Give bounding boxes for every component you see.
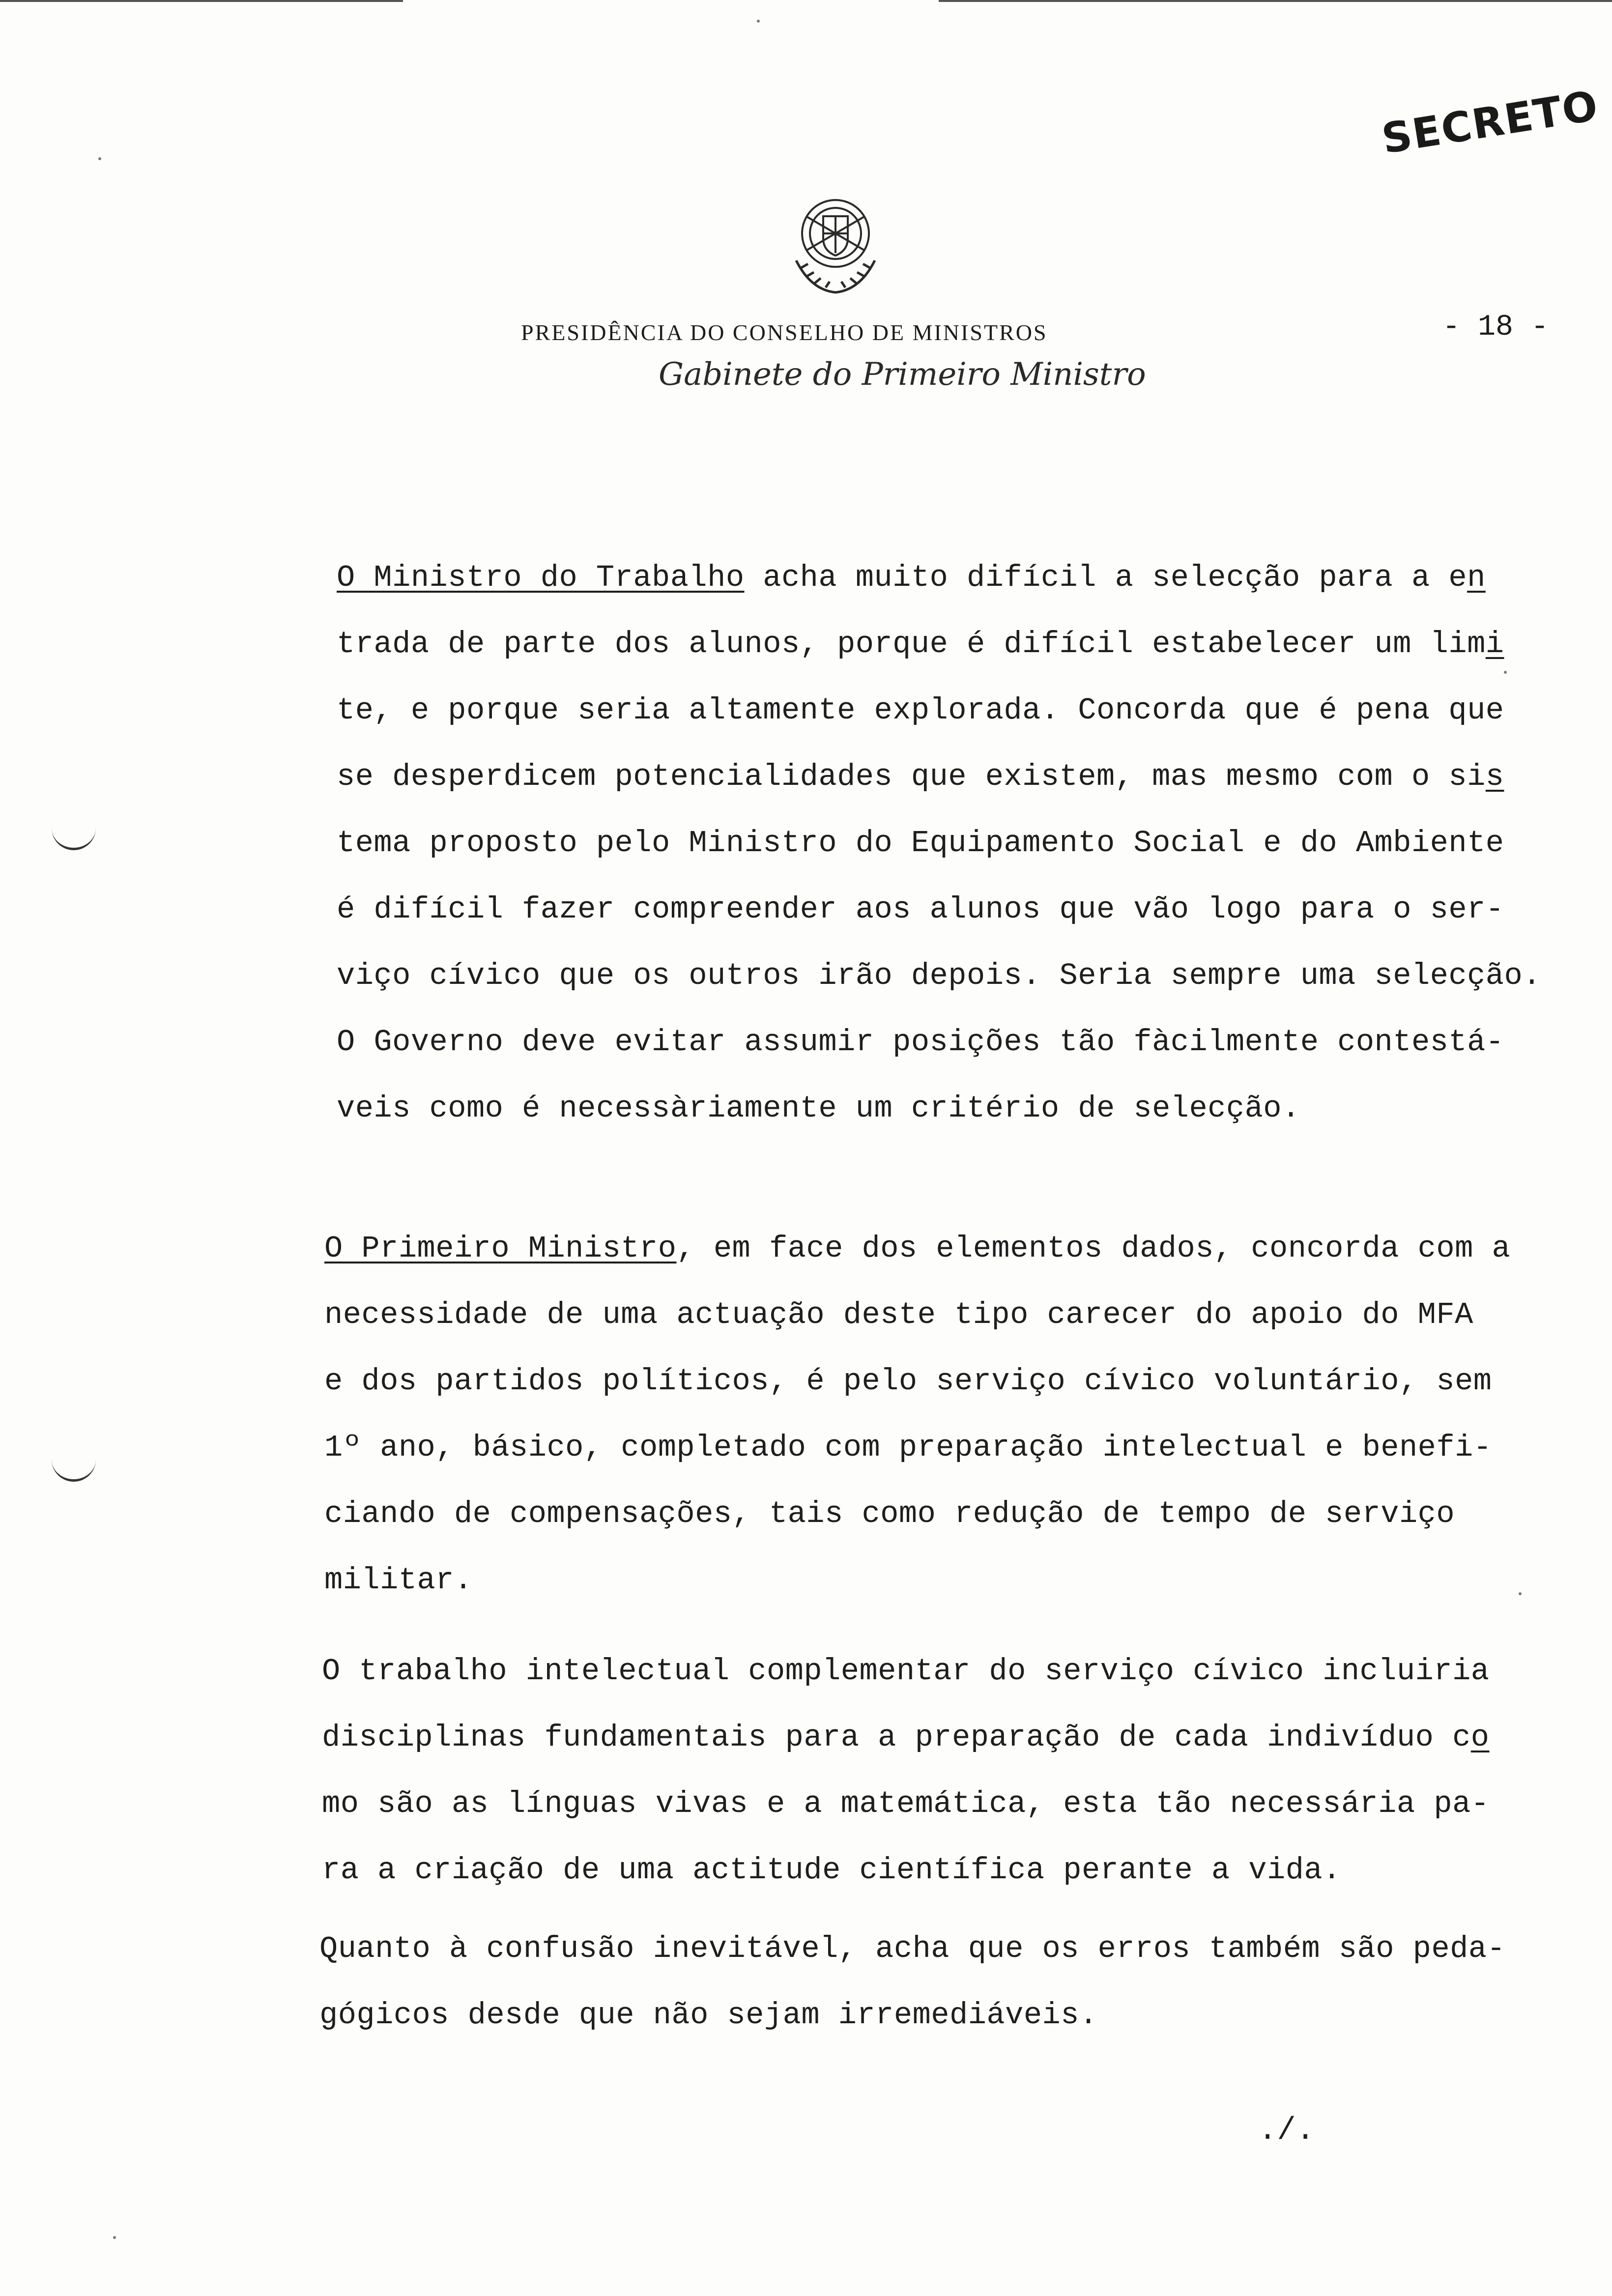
margin-mark bbox=[52, 828, 96, 850]
text-segment: 1º ano, básico, completado com preparação intelectual e benefi- bbox=[324, 1430, 1492, 1465]
text-segment: acha muito difícil a selecção para a e bbox=[744, 560, 1468, 595]
page-number: - 18 - bbox=[1442, 311, 1549, 344]
text-line bbox=[324, 1430, 1492, 1465]
text-line bbox=[322, 1656, 1489, 1687]
text-segment: tema proposto pelo Ministro do Equipamento Social e do Ambiente bbox=[337, 826, 1504, 861]
text-segment: necessidade de uma actuação deste tipo carecer do apoio do MFA bbox=[324, 1297, 1473, 1332]
continuation-mark: ./. bbox=[1258, 2113, 1315, 2149]
text-segment: viço cívico que os outros irão depois. Seria sempre uma selecção. bbox=[337, 958, 1541, 993]
margin-mark bbox=[52, 1460, 96, 1482]
text-line bbox=[337, 894, 1504, 925]
text-segment: gógicos desde que não sejam irremediáveis. bbox=[319, 1998, 1098, 2033]
secret-stamp: SECRETO bbox=[1379, 81, 1602, 163]
text-line bbox=[337, 1027, 1504, 1058]
underlined-text: n bbox=[1467, 560, 1486, 595]
text-line bbox=[324, 1231, 1511, 1266]
text-segment: Quanto à confusão inevitável, acha que os erros também são peda- bbox=[319, 1931, 1506, 1966]
underlined-text: o bbox=[1470, 1720, 1490, 1755]
text-line bbox=[324, 1297, 1473, 1332]
scan-speck bbox=[98, 157, 101, 160]
text-segment: ciando de compensações, tais como redução de tempo de serviço bbox=[324, 1496, 1455, 1531]
coat-of-arms-seal-icon bbox=[777, 187, 894, 305]
text-segment: veis como é necessàriamente um critério de selecção. bbox=[337, 1091, 1300, 1126]
scan-speck bbox=[1519, 1592, 1522, 1595]
scan-speck bbox=[757, 20, 760, 23]
text-line bbox=[337, 695, 1504, 726]
text-segment: O Governo deve evitar assumir posições tão fàcilmente contestá- bbox=[337, 1025, 1504, 1060]
text-line bbox=[319, 2000, 1098, 2031]
header-subtitle: Gabinete do Primeiro Ministro bbox=[659, 356, 1146, 393]
text-line bbox=[324, 1366, 1492, 1397]
underlined-text: O Ministro do Trabalho bbox=[337, 560, 745, 595]
underlined-text: i bbox=[1485, 627, 1504, 661]
scan-edge-line bbox=[0, 0, 403, 2]
text-line bbox=[322, 1786, 1490, 1821]
text-line bbox=[337, 958, 1541, 993]
text-segment: te, e porque seria altamente explorada. Concorda que é pena que bbox=[337, 693, 1504, 728]
text-segment: , em face dos elementos dados, concorda com a bbox=[676, 1231, 1511, 1266]
text-line bbox=[322, 1722, 1490, 1753]
scan-speck bbox=[113, 2236, 116, 2239]
text-line bbox=[322, 1855, 1341, 1886]
underlined-text: s bbox=[1485, 759, 1504, 794]
text-line bbox=[324, 1565, 473, 1596]
text-line bbox=[337, 759, 1504, 794]
scan-edge-line bbox=[939, 0, 1612, 2]
header-title: PRESIDÊNCIA DO CONSELHO DE MINISTROS bbox=[521, 320, 1048, 345]
text-line bbox=[337, 560, 1486, 595]
text-line bbox=[337, 629, 1504, 660]
text-segment: mo são as línguas vivas e a matemática, esta tão necessária pa- bbox=[322, 1786, 1490, 1821]
text-segment: militar. bbox=[324, 1563, 473, 1598]
text-line bbox=[337, 1093, 1300, 1124]
text-segment: trada de parte dos alunos, porque é difícil estabelecer um lim bbox=[337, 627, 1486, 661]
text-segment: O trabalho intelectual complementar do serviço cívico incluiria bbox=[322, 1654, 1490, 1689]
text-segment: disciplinas fundamentais para a preparação de cada indivíduo c bbox=[322, 1720, 1471, 1755]
underlined-text: O Primeiro Ministro bbox=[324, 1231, 677, 1266]
text-segment: e dos partidos políticos, é pelo serviço cívico voluntário, sem bbox=[324, 1364, 1492, 1399]
text-line bbox=[324, 1496, 1455, 1531]
text-line bbox=[337, 828, 1504, 859]
text-line bbox=[319, 1931, 1506, 1966]
text-segment: ra a criação de uma actitude científica perante a vida. bbox=[322, 1853, 1341, 1888]
text-segment: é difícil fazer compreender aos alunos que vão logo para o ser- bbox=[337, 892, 1504, 927]
text-segment: se desperdicem potencialidades que existem, mas mesmo com o si bbox=[337, 759, 1486, 794]
scan-speck bbox=[1504, 671, 1507, 674]
